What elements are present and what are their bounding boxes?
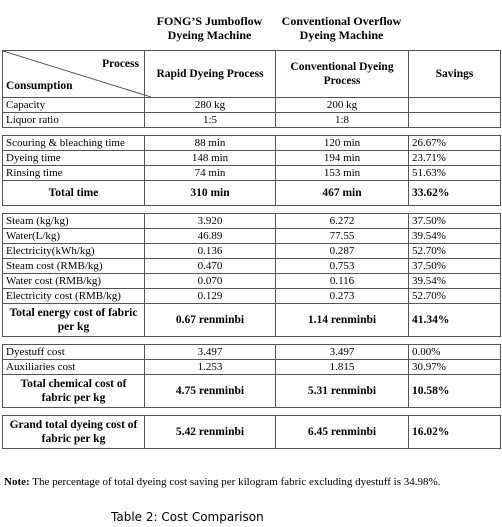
table-row: [3, 274, 501, 289]
rapid-value: 4.75 renminbi: [145, 375, 276, 408]
savings-value: 51.63%: [409, 166, 501, 181]
rapid-value: 74 min: [145, 166, 276, 181]
rapid-value: 46.89: [145, 229, 276, 244]
row-label: Dyestuff cost: [3, 345, 145, 360]
fong-machine-header: FONG’S Jumboflow Dyeing Machine: [156, 14, 263, 42]
total-chemical-cost-row: [3, 375, 501, 408]
rapid-value: 0.470: [145, 259, 276, 274]
row-label: Dyeing time: [3, 151, 145, 166]
savings-value: 0.00%: [409, 345, 501, 360]
conventional-value: 0.753: [276, 259, 409, 274]
section-gap: [3, 206, 501, 214]
total-time-row: [3, 181, 501, 206]
conventional-value: 1.14 renminbi: [276, 304, 409, 337]
savings-value: 52.70%: [409, 289, 501, 304]
rapid-value: 0.136: [145, 244, 276, 259]
machine-headers: [0, 14, 502, 48]
total-energy-cost-row: [3, 304, 501, 337]
row-label: Steam cost (RMB/kg): [3, 259, 145, 274]
savings-value: 41.34%: [409, 304, 501, 337]
conventional-process-header: Conventional Dyeing Process: [276, 51, 409, 98]
table-caption: Table 2: Cost Comparison: [111, 510, 264, 524]
rapid-process-header: Rapid Dyeing Process: [145, 51, 276, 98]
row-label: Water(L/kg): [3, 229, 145, 244]
note-text: The percentage of total dyeing cost saving per kilogram fabric excluding dyestuff is 34.98%.: [32, 476, 441, 488]
conventional-value: 467 min: [276, 181, 409, 206]
row-label: Scouring & bleaching time: [3, 136, 145, 151]
conventional-value: 0.273: [276, 289, 409, 304]
table-row: [3, 244, 501, 259]
table-row: [3, 229, 501, 244]
table-row: [3, 151, 501, 166]
table-row: [3, 98, 501, 113]
grand-total-row: [3, 416, 501, 449]
row-label: Water cost (RMB/kg): [3, 274, 145, 289]
row-label: Capacity: [3, 98, 145, 113]
conventional-value: 200 kg: [276, 98, 409, 113]
table-row: [3, 113, 501, 128]
conventional-value: 120 min: [276, 136, 409, 151]
conventional-value: 153 min: [276, 166, 409, 181]
conventional-value: 0.287: [276, 244, 409, 259]
row-label: Rinsing time: [3, 166, 145, 181]
conventional-value: 0.116: [276, 274, 409, 289]
conventional-value: 3.497: [276, 345, 409, 360]
section-gap: [3, 408, 501, 416]
row-label: Steam (kg/kg): [3, 214, 145, 229]
row-label: Auxiliaries cost: [3, 360, 145, 375]
rapid-value: 5.42 renminbi: [145, 416, 276, 449]
conventional-value: 194 min: [276, 151, 409, 166]
section-gap: [3, 128, 501, 136]
savings-header: Savings: [409, 51, 501, 98]
savings-value: 37.50%: [409, 214, 501, 229]
savings-value: [409, 98, 501, 113]
rapid-value: 310 min: [145, 181, 276, 206]
row-label: Electricity(kWh/kg): [3, 244, 145, 259]
footnote: [4, 476, 500, 488]
conventional-machine-header: Conventional Overflow Dyeing Machine: [281, 14, 402, 42]
consumption-label: Consumption: [6, 80, 73, 92]
table-row: [3, 136, 501, 151]
section-gap: [3, 337, 501, 345]
rapid-value: 1:5: [145, 113, 276, 128]
note-label: Note:: [4, 476, 30, 488]
row-label: Electricity cost (RMB/kg): [3, 289, 145, 304]
row-label: Liquor ratio: [3, 113, 145, 128]
savings-value: 30.97%: [409, 360, 501, 375]
savings-value: 52.70%: [409, 244, 501, 259]
rapid-value: 88 min: [145, 136, 276, 151]
savings-value: [409, 113, 501, 128]
row-label: Total chemical cost of fabric per kg: [3, 375, 145, 408]
table-row: [3, 214, 501, 229]
conventional-value: 6.272: [276, 214, 409, 229]
rapid-value: 0.070: [145, 274, 276, 289]
table-row: [3, 289, 501, 304]
savings-value: 10.58%: [409, 375, 501, 408]
conventional-value: 1.815: [276, 360, 409, 375]
table-row: [3, 360, 501, 375]
table-row: [3, 166, 501, 181]
header-corner-cell: [3, 51, 145, 98]
table-row: [3, 345, 501, 360]
savings-value: 39.54%: [409, 274, 501, 289]
table-row: [3, 259, 501, 274]
rapid-value: 3.497: [145, 345, 276, 360]
savings-value: 26.67%: [409, 136, 501, 151]
savings-value: 33.62%: [409, 181, 501, 206]
rapid-value: 280 kg: [145, 98, 276, 113]
rapid-value: 148 min: [145, 151, 276, 166]
savings-value: 23.71%: [409, 151, 501, 166]
cost-comparison-table: [2, 50, 501, 449]
rapid-value: 3.920: [145, 214, 276, 229]
row-label: Grand total dyeing cost of fabric per kg: [3, 416, 145, 449]
rapid-value: 0.67 renminbi: [145, 304, 276, 337]
conventional-value: 1:8: [276, 113, 409, 128]
table-header-row: [3, 51, 501, 98]
conventional-value: 77.55: [276, 229, 409, 244]
savings-value: 39.54%: [409, 229, 501, 244]
savings-value: 16.02%: [409, 416, 501, 449]
rapid-value: 1.253: [145, 360, 276, 375]
process-label: Process: [102, 58, 139, 70]
row-label: Total time: [3, 181, 145, 206]
rapid-value: 0.129: [145, 289, 276, 304]
row-label: Total energy cost of fabric per kg: [3, 304, 145, 337]
conventional-value: 6.45 renminbi: [276, 416, 409, 449]
savings-value: 37.50%: [409, 259, 501, 274]
conventional-value: 5.31 renminbi: [276, 375, 409, 408]
